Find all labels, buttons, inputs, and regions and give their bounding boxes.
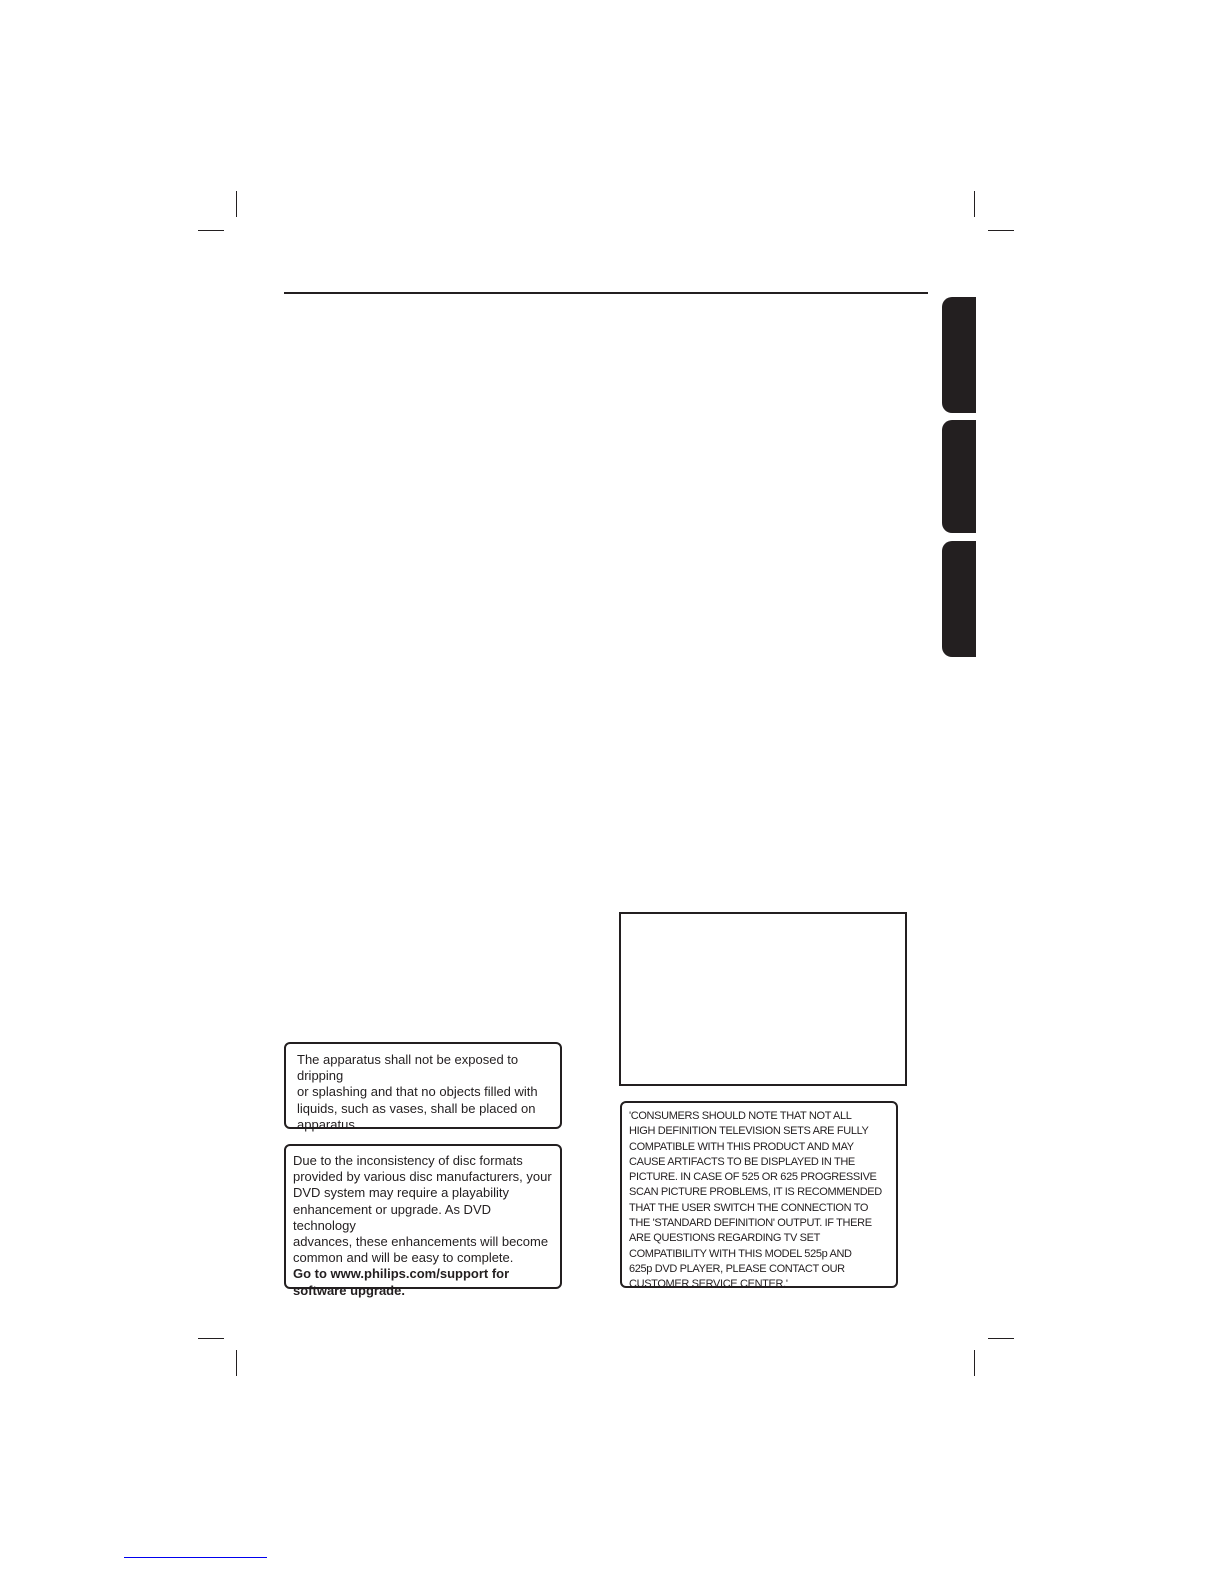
hdtv-compatibility-notice-text: 'CONSUMERS SHOULD NOTE THAT NOT ALL HIGH DEFINITION TELEVISION SETS ARE FULLY COMPATIBLE WITH THIS PRODUCT AND MAY CAUSE ARTIFACTS TO BE DISPLAYED IN THE PICTURE. IN CASE OF 525 OR 625 PROGRESSIVE SCAN PICTURE PROBLEMS, IT IS RECOMMENDED THAT THE USER SWITCH THE CONNECTION TO THE 'STANDARD DEFINITION' OUTPUT. IF THERE ARE QUESTIONS REGARDING TV SET COMPATIBILITY WITH THIS MODEL 525p AND 625p DVD PLAYER, PLEASE CONTACT OUR CUSTOMER SERVICE CENTER.' bbox=[629, 1110, 882, 1291]
dripping-warning-box bbox=[284, 1042, 562, 1132]
blank-frame bbox=[619, 912, 907, 1086]
crop-mark-top-right-vertical bbox=[974, 191, 975, 217]
side-tab-1 bbox=[942, 297, 976, 413]
software-upgrade-link-text: Go to www.philips.com/support for software upgrade. bbox=[293, 1266, 510, 1298]
crop-mark-bottom-right-horizontal bbox=[988, 1338, 1014, 1339]
side-tab-3 bbox=[942, 541, 976, 657]
footer-link-underline bbox=[124, 1557, 267, 1558]
dripping-warning-text: The apparatus shall not be exposed to dripping or splashing and that no objects filled with liquids, such as vases, shall be placed on apparatus. bbox=[297, 1052, 538, 1132]
crop-mark-bottom-left-vertical bbox=[236, 1350, 237, 1376]
crop-mark-bottom-left-horizontal bbox=[198, 1338, 224, 1339]
crop-mark-top-left-horizontal bbox=[198, 230, 224, 231]
crop-mark-top-left-vertical bbox=[236, 191, 237, 217]
hdtv-compatibility-notice-box bbox=[620, 1101, 898, 1291]
disc-upgrade-notice-text: Due to the inconsistency of disc formats provided by various disc manufacturers, your DVD system may require a playability enhancement or upgrade. As DVD technology advances, these enhancements will become common and will be easy to complete. bbox=[293, 1153, 552, 1266]
crop-mark-top-right-horizontal bbox=[988, 230, 1014, 231]
side-tab-2 bbox=[942, 420, 976, 533]
crop-mark-bottom-right-vertical bbox=[974, 1350, 975, 1376]
header-rule bbox=[284, 292, 928, 294]
disc-upgrade-notice-box bbox=[284, 1144, 562, 1298]
